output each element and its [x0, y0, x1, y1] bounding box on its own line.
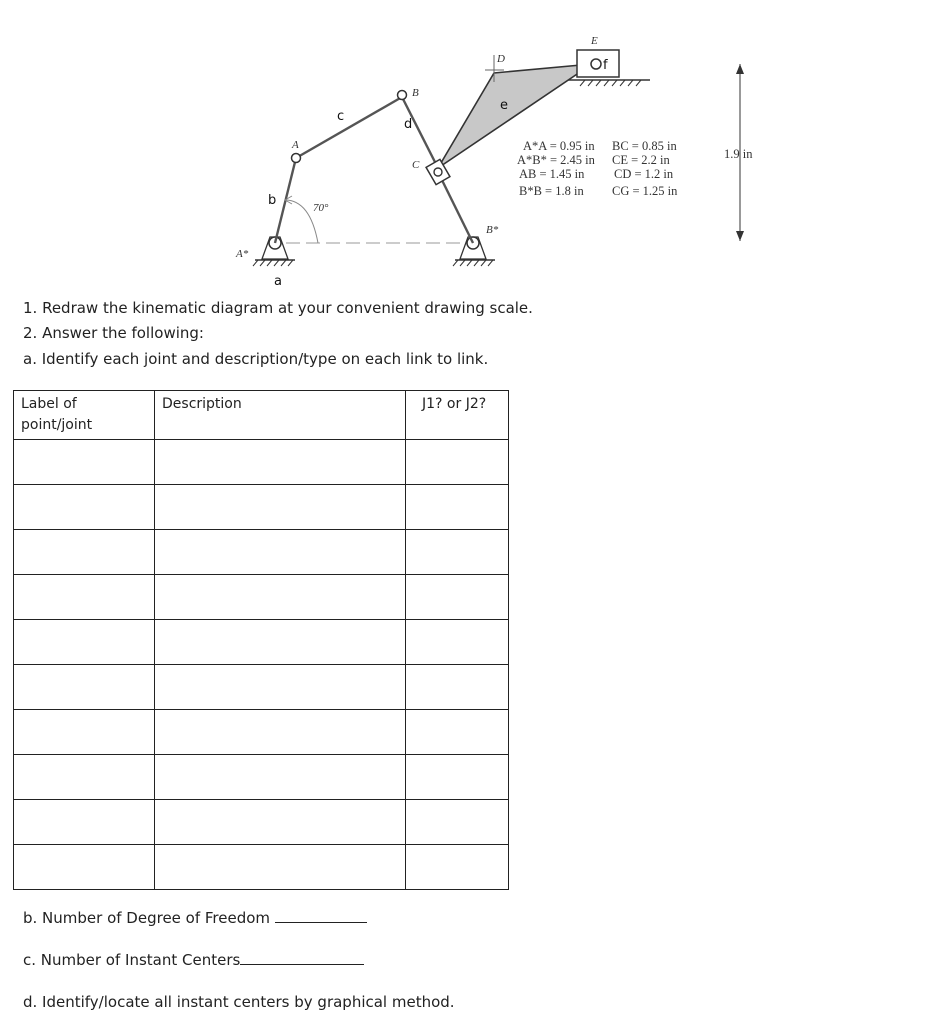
table-cell[interactable] — [14, 620, 155, 665]
link-rocker — [438, 172, 473, 243]
dim-cg: CG = 1.25 in — [612, 184, 678, 198]
question-locate-ic: d. Identify/locate all instant centers by graphical method. — [23, 993, 455, 1011]
table-cell[interactable] — [155, 530, 406, 575]
table-row — [14, 665, 509, 710]
ground-pivot-b-star — [453, 237, 495, 266]
ground-slider-rail — [560, 80, 650, 86]
joint-a-pin — [292, 154, 301, 163]
joint-label-a: A — [292, 139, 299, 151]
link-d — [402, 97, 438, 168]
link-label-c: c — [337, 109, 345, 124]
joint-label-a-star: A* — [236, 248, 249, 260]
link-c — [296, 97, 402, 158]
table-header-row — [14, 391, 509, 440]
dim-cd: CD = 1.2 in — [614, 167, 674, 181]
ground-pivot-a-star — [253, 237, 295, 266]
table-cell[interactable] — [155, 440, 406, 485]
link-label-f: f — [603, 58, 608, 73]
table-cell[interactable] — [155, 575, 406, 620]
table-cell[interactable] — [155, 620, 406, 665]
table-cell[interactable] — [155, 665, 406, 710]
table-cell[interactable] — [14, 665, 155, 710]
joint-label-d: D — [497, 53, 505, 65]
table-cell[interactable] — [14, 485, 155, 530]
table-cell[interactable] — [155, 845, 406, 890]
dim-a-star-b-star: A*B* = 2.45 in — [517, 153, 595, 167]
joint-label-e: E — [591, 35, 598, 47]
table-cell[interactable] — [14, 755, 155, 800]
question-instant-centers — [23, 951, 364, 969]
table-cell[interactable] — [406, 575, 509, 620]
table-row — [14, 530, 509, 575]
table-row — [14, 575, 509, 620]
table-cell[interactable] — [14, 575, 155, 620]
table-cell[interactable] — [14, 530, 155, 575]
link-label-d: d — [404, 117, 413, 132]
table-row — [14, 755, 509, 800]
joint-table — [13, 390, 509, 890]
joint-b-pin — [398, 91, 407, 100]
table-cell[interactable] — [155, 710, 406, 755]
joint-label-c: C — [412, 159, 420, 171]
question-dof — [23, 909, 367, 927]
header-description: Description — [155, 391, 406, 440]
table-cell[interactable] — [406, 665, 509, 710]
ic-answer-blank[interactable] — [240, 963, 364, 965]
table-cell[interactable] — [155, 755, 406, 800]
table-row — [14, 620, 509, 665]
height-dimension-label: 1.9 in — [724, 147, 753, 161]
header-j1-j2: J1? or J2? — [406, 391, 509, 440]
table-cell[interactable] — [406, 530, 509, 575]
table-cell[interactable] — [406, 800, 509, 845]
link-label-b: b — [268, 193, 277, 208]
angle-label: 70° — [313, 202, 329, 214]
table-cell[interactable] — [406, 710, 509, 755]
table-cell[interactable] — [155, 485, 406, 530]
question-dof-label: b. Number of Degree of Freedom — [23, 909, 271, 927]
table-row — [14, 440, 509, 485]
table-row — [14, 710, 509, 755]
dof-answer-blank[interactable] — [275, 921, 367, 923]
table-cell[interactable] — [406, 485, 509, 530]
header-label: Label of point/joint — [14, 391, 155, 440]
kinematic-diagram — [0, 0, 932, 300]
joint-label-b-star: B* — [486, 224, 499, 236]
table-row — [14, 800, 509, 845]
instruction-3: a. Identify each joint and description/type on each link to link. — [23, 350, 489, 368]
dim-a-star-a: A*A = 0.95 in — [523, 139, 595, 153]
table-row — [14, 485, 509, 530]
link-label-a: a — [274, 274, 282, 289]
table-cell[interactable] — [406, 755, 509, 800]
table-row — [14, 845, 509, 890]
table-cell[interactable] — [406, 845, 509, 890]
table-cell[interactable] — [406, 620, 509, 665]
dim-b-star-b: B*B = 1.8 in — [519, 184, 584, 198]
table-cell[interactable] — [406, 440, 509, 485]
dim-bc: BC = 0.85 in — [612, 139, 677, 153]
question-ic-label: c. Number of Instant Centers — [23, 951, 241, 969]
dim-ab: AB = 1.45 in — [519, 167, 585, 181]
table-cell[interactable] — [155, 800, 406, 845]
link-label-e: e — [500, 98, 508, 113]
dim-ce: CE = 2.2 in — [612, 153, 670, 167]
table-cell[interactable] — [14, 845, 155, 890]
joint-label-b: B — [412, 87, 419, 99]
instruction-1: 1. Redraw the kinematic diagram at your convenient drawing scale. — [23, 299, 533, 317]
table-cell[interactable] — [14, 710, 155, 755]
table-cell[interactable] — [14, 800, 155, 845]
instruction-2: 2. Answer the following: — [23, 324, 204, 342]
table-cell[interactable] — [14, 440, 155, 485]
